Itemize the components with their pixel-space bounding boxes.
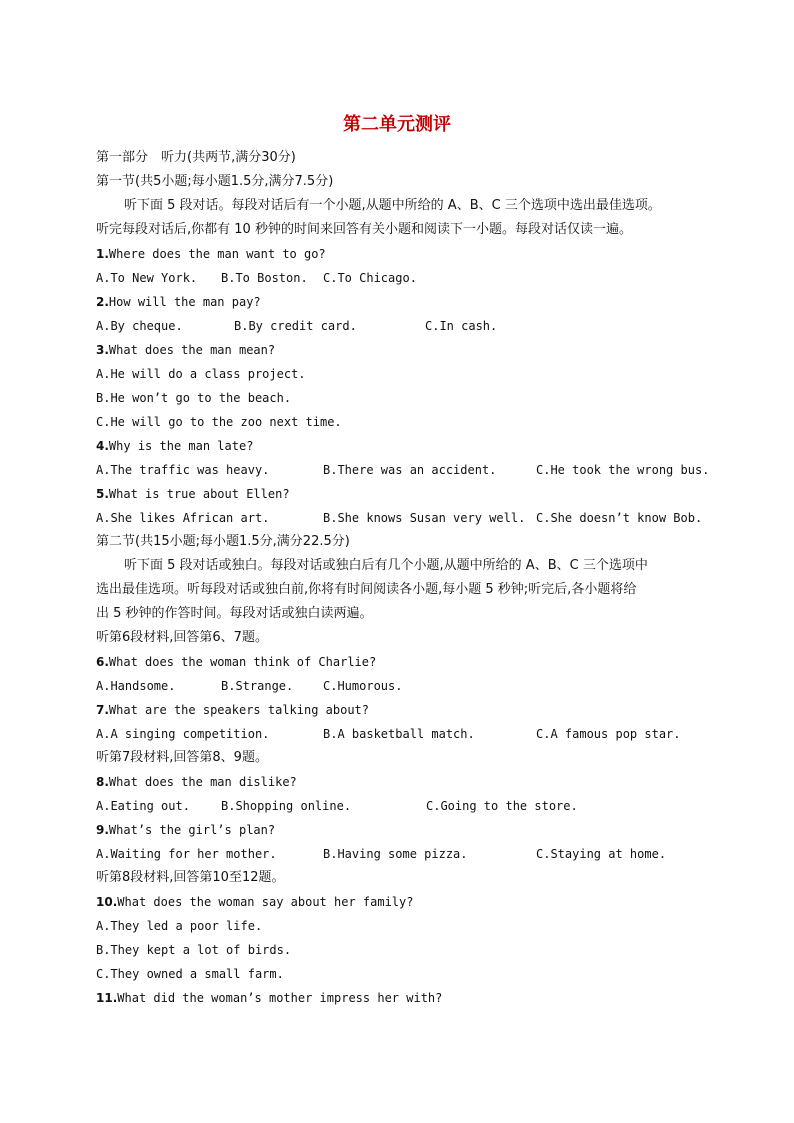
section1-instruction-1: 听下面 5 段对话。每段对话后有一个小题,从题中所给的 A、B、C 三个选项中选出最佳选项。 [124, 198, 661, 213]
question-10 [96, 890, 716, 914]
material-6-heading: 听第6段材料,回答第6、7题。 [96, 630, 268, 645]
question-1-options [96, 266, 716, 290]
option-b: B.They kept a lot of birds. [96, 943, 292, 957]
question-2-options [96, 314, 716, 338]
question-number: 6. [96, 655, 109, 669]
option-b: B.Shopping online. [221, 799, 352, 813]
question-9 [96, 818, 716, 842]
part1-heading: 第一部分 听力(共两节,满分30分) [96, 150, 296, 165]
question-6 [96, 650, 716, 674]
question-4-options [96, 458, 716, 482]
question-text: What does the man dislike? [108, 775, 297, 789]
question-5-options [96, 506, 716, 530]
option-a: A.They led a poor life. [96, 919, 263, 933]
question-text: What is true about Ellen? [108, 487, 290, 501]
option-b: B.She knows Susan very well. [323, 511, 526, 525]
option-c: C.In cash. [425, 319, 498, 333]
option-a: A.By cheque. [96, 319, 183, 333]
question-7-options [96, 722, 716, 746]
question-6-options [96, 674, 716, 698]
section1-heading: 第一节(共5小题;每小题1.5分,满分7.5分) [96, 174, 334, 189]
option-c: C.Staying at home. [536, 847, 667, 861]
option-c: C.They owned a small farm. [96, 967, 284, 981]
question-text: What does the woman think of Charlie? [108, 655, 377, 669]
question-8-options [96, 794, 716, 818]
material-7-heading: 听第7段材料,回答第8、9题。 [96, 750, 268, 765]
option-a: A.A singing competition. [96, 727, 270, 741]
material-8-heading: 听第8段材料,回答第10至12题。 [96, 870, 285, 885]
question-3 [96, 338, 716, 362]
question-number: 1. [96, 247, 109, 261]
question-number: 5. [96, 487, 109, 501]
question-number: 11. [96, 991, 118, 1005]
question-text: What’s the girl’s plan? [108, 823, 276, 837]
option-c: C.He took the wrong bus. [536, 463, 710, 477]
option-c: C.A famous pop star. [536, 727, 681, 741]
option-c: C.To Chicago. [323, 271, 417, 285]
option-b: B.He won’t go to the beach. [96, 391, 292, 405]
question-number: 4. [96, 439, 109, 453]
option-b: B.There was an accident. [323, 463, 497, 477]
question-number: 10. [96, 895, 118, 909]
option-c: C.She doesn’t know Bob. [536, 511, 703, 525]
section2-instruction-3: 出 5 秒钟的作答时间。每段对话或独白读两遍。 [96, 606, 373, 621]
option-b: B.Strange. [221, 679, 294, 693]
document-content [96, 146, 716, 1010]
option-c: C.Humorous. [323, 679, 403, 693]
page-title: 第二单元测评 [343, 114, 451, 135]
question-number: 9. [96, 823, 109, 837]
question-7 [96, 698, 716, 722]
question-2 [96, 290, 716, 314]
option-a: A.She likes African art. [96, 511, 270, 525]
option-c: C.Going to the store. [426, 799, 578, 813]
question-text: How will the man pay? [108, 295, 261, 309]
question-5 [96, 482, 716, 506]
question-text: Why is the man late? [108, 439, 254, 453]
question-number: 3. [96, 343, 109, 357]
question-number: 8. [96, 775, 109, 789]
option-a: A.Handsome. [96, 679, 176, 693]
option-a: A.Eating out. [96, 799, 190, 813]
question-1 [96, 242, 716, 266]
section2-heading: 第二节(共15小题;每小题1.5分,满分22.5分) [96, 534, 350, 549]
section2-instruction-2: 选出最佳选项。听每段对话或独白前,你将有时间阅读各小题,每小题 5 秒钟;听完后,各小题将给 [96, 582, 637, 597]
question-number: 7. [96, 703, 109, 717]
option-a: A.The traffic was heavy. [96, 463, 270, 477]
option-a: A.He will do a class project. [96, 367, 306, 381]
question-text: What did the woman’s mother impress her with? [117, 991, 443, 1005]
question-text: What are the speakers talking about? [108, 703, 370, 717]
section1-instruction-2: 听完每段对话后,你都有 10 秒钟的时间来回答有关小题和阅读下一小题。每段对话仅读一遍。 [96, 222, 632, 237]
option-b: B.A basketball match. [323, 727, 475, 741]
option-b: B.By credit card. [234, 319, 357, 333]
option-b: B.To Boston. [221, 271, 308, 285]
question-8 [96, 770, 716, 794]
option-c: C.He will go to the zoo next time. [96, 415, 342, 429]
option-a: A.To New York. [96, 271, 198, 285]
question-number: 2. [96, 295, 109, 309]
question-text: What does the woman say about her family? [117, 895, 414, 909]
question-9-options [96, 842, 716, 866]
question-4 [96, 434, 716, 458]
option-b: B.Having some pizza. [323, 847, 468, 861]
question-11 [96, 986, 716, 1010]
option-a: A.Waiting for her mother. [96, 847, 277, 861]
question-text: Where does the man want to go? [108, 247, 326, 261]
question-text: What does the man mean? [108, 343, 276, 357]
section2-instruction-1: 听下面 5 段对话或独白。每段对话或独白后有几个小题,从题中所给的 A、B、C 三个选项中 [124, 558, 648, 573]
